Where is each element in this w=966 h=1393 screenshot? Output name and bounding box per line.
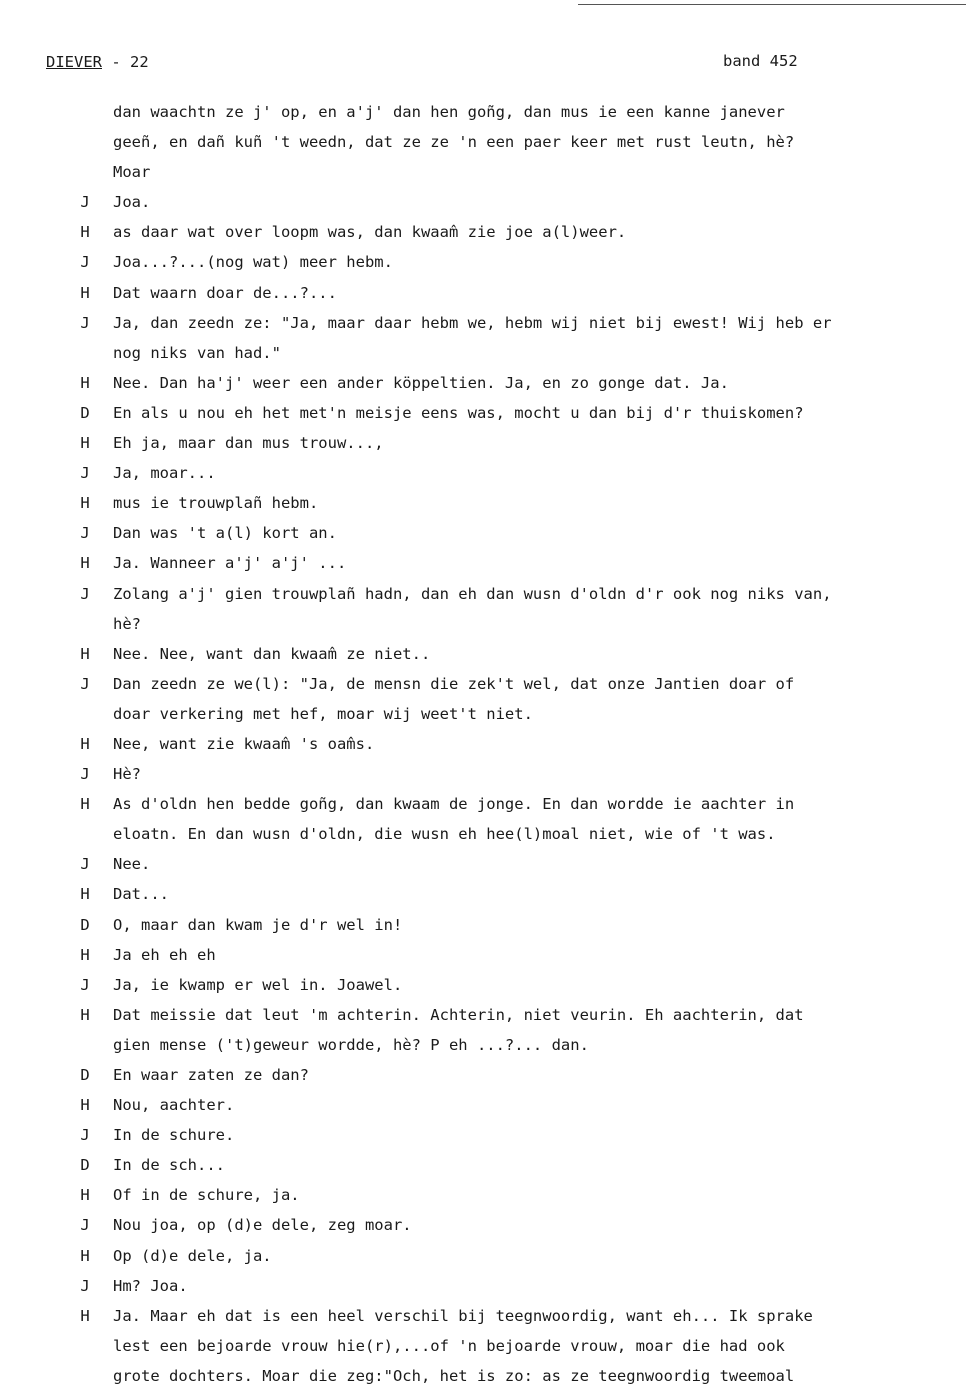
utterance-line: Ja, moar...: [113, 464, 216, 483]
transcript-entry: [0, 518, 966, 548]
utterance-line: eloatn. En dan wusn d'oldn, die wusn eh hee(l)moal niet, wie of 't was.: [113, 825, 776, 844]
speaker-label: J: [80, 855, 90, 874]
speaker-label: D: [80, 915, 90, 934]
utterance-line: Dat meissie dat leut 'm achterin. Achterin, niet veurin. Eh aachterin, dat: [113, 1005, 804, 1024]
utterance-line: Ja, ie kwamp er wel in. Joawel.: [113, 975, 403, 994]
speaker-label: J: [80, 1216, 90, 1235]
transcript-entry: [0, 789, 966, 849]
utterance-line: mus ie trouwplañ hebm.: [113, 494, 319, 513]
speaker-label: H: [80, 1306, 90, 1325]
utterance-line: Ja. Wanneer a'j' a'j' ...: [113, 554, 347, 573]
speaker-label: D: [80, 1066, 90, 1084]
transcript-entry: [0, 1150, 966, 1180]
speaker-label: H: [80, 945, 90, 964]
utterance-line: Dan zeedn ze we(l): "Ja, de mensn die zek't wel, dat onze Jantien doar of: [113, 674, 795, 693]
speaker-label: J: [80, 253, 90, 272]
page-number: 22: [130, 53, 149, 71]
transcript-entry: [0, 1301, 966, 1391]
utterance-line: Nee.: [113, 855, 151, 874]
transcript-entry: [0, 1210, 966, 1240]
utterance-line: lest een bejoarde vrouw hie(r),...of 'n bejoarde vrouw, moar die had ook: [113, 1336, 785, 1355]
utterance-line: Hè?: [113, 765, 141, 784]
transcript-entry: [0, 579, 966, 639]
speaker-label: J: [80, 584, 90, 603]
speaker-label: H: [80, 795, 90, 814]
utterance-line: Ja. Maar eh dat is een heel verschil bij teegnwoordig, want eh... Ik sprake: [113, 1306, 813, 1325]
utterance-line: Joa...?...(nog wat) meer hebm.: [113, 253, 393, 272]
page-header-left: [46, 50, 149, 74]
speaker-label: J: [80, 313, 90, 332]
speaker-label: H: [80, 223, 90, 242]
utterance-line: Op (d)e dele, ja.: [113, 1246, 272, 1265]
place-name: DIEVER: [46, 53, 102, 71]
utterance-line: Dan was 't a(l) kort an.: [113, 524, 337, 543]
speaker-label: J: [80, 193, 90, 212]
utterance-line: Zolang a'j' gien trouwplañ hadn, dan eh dan wusn d'oldn d'r ook nog niks van,: [113, 584, 832, 603]
transcript-entry: [0, 910, 966, 940]
speaker-label: J: [80, 674, 90, 693]
transcript-entry: [0, 1271, 966, 1301]
utterance-line: Nee, want zie kwaam̂ 's oam̂s.: [113, 734, 375, 753]
utterance-line: As d'oldn hen bedde goñg, dan kwaam de jonge. En dan wordde ie aachter in: [113, 795, 795, 814]
transcript-entry: [0, 368, 966, 398]
speaker-label: H: [80, 494, 90, 513]
transcript-entry: [0, 849, 966, 879]
speaker-label: J: [80, 1276, 90, 1295]
transcript-entry: [0, 759, 966, 789]
speaker-label: H: [80, 1005, 90, 1024]
speaker-label: J: [80, 1126, 90, 1145]
utterance-line: Of in de schure, ja.: [113, 1186, 300, 1205]
transcript-entry: [0, 970, 966, 1000]
transcript: [0, 97, 966, 1391]
utterance-line: Ja, dan zeedn ze: "Ja, maar daar hebm we, hebm wij niet bij ewest! Wij heb er: [113, 313, 832, 332]
utterance-line: as daar wat over loopm was, dan kwaam̂ zie joe a(l)weer.: [113, 223, 627, 242]
speaker-label: J: [80, 975, 90, 994]
utterance-line: Nee. Dan ha'j' weer een ander köppeltien. Ja, en zo gonge dat. Ja.: [113, 373, 729, 392]
utterance-line: gien mense ('t)geweur wordde, hè? P eh ...?... dan.: [113, 1035, 589, 1054]
transcript-entry: [0, 548, 966, 578]
utterance-line: Ja eh eh eh: [113, 945, 216, 964]
transcript-entry: [0, 879, 966, 909]
transcript-entry: [0, 1120, 966, 1150]
transcript-entry: [0, 458, 966, 488]
utterance-line: O, maar dan kwam je d'r wel in!: [113, 915, 403, 934]
utterance-line: Nee. Nee, want dan kwaam̂ ze niet..: [113, 644, 431, 663]
speaker-label: H: [80, 554, 90, 573]
transcript-entry: [0, 1000, 966, 1060]
utterance-line: In de sch...: [113, 1156, 225, 1175]
tape-number: band 452: [723, 52, 798, 70]
speaker-label: H: [80, 644, 90, 663]
utterance-line: Eh ja, maar dan mus trouw...,: [113, 434, 384, 453]
transcript-entry: [0, 1180, 966, 1210]
utterance-line: dan waachtn ze j' op, en a'j' dan hen goñg, dan mus ie een kanne janever: [113, 103, 785, 121]
speaker-label: H: [80, 1246, 90, 1265]
utterance-line: Nou joa, op (d)e dele, zeg moar.: [113, 1216, 412, 1235]
transcript-entry: [0, 729, 966, 759]
transcript-entry: [0, 669, 966, 729]
transcript-entry: [0, 639, 966, 669]
header-separator: -: [102, 53, 130, 71]
transcript-entry: [0, 247, 966, 277]
speaker-label: H: [80, 434, 90, 453]
speaker-label: H: [80, 373, 90, 392]
transcript-entry: [0, 940, 966, 970]
speaker-label: H: [80, 734, 90, 753]
utterance-line: En waar zaten ze dan?: [113, 1066, 309, 1084]
utterance-line: Dat...: [113, 885, 169, 904]
transcript-entry: [0, 308, 966, 368]
transcript-entry: [0, 97, 966, 187]
transcript-entry: [0, 217, 966, 247]
utterance-line: doar verkering met hef, moar wij weet't niet.: [113, 704, 533, 723]
speaker-label: H: [80, 1186, 90, 1205]
transcript-entry: [0, 398, 966, 428]
speaker-label: H: [80, 885, 90, 904]
transcript-entry: [0, 488, 966, 518]
speaker-label: J: [80, 524, 90, 543]
utterance-line: hè?: [113, 614, 141, 633]
top-rule: [578, 4, 966, 5]
transcript-entry: [0, 1090, 966, 1120]
utterance-line: Hm? Joa.: [113, 1276, 188, 1295]
utterance-line: geeñ, en dañ kuñ 't weedn, dat ze ze 'n een paer keer met rust leutn, hè?: [113, 133, 795, 152]
utterance-line: nog niks van had.": [113, 343, 281, 362]
utterance-line: En als u nou eh het met'n meisje eens was, mocht u dan bij d'r thuiskomen?: [113, 403, 804, 422]
speaker-label: H: [80, 1096, 90, 1115]
speaker-label: J: [80, 765, 90, 784]
utterance-line: grote dochters. Moar die zeg:"Och, het is zo: as ze teegnwoordig tweemoal: [113, 1366, 795, 1385]
speaker-label: J: [80, 464, 90, 483]
transcript-entry: [0, 187, 966, 217]
transcript-entry: [0, 1060, 966, 1090]
utterance-line: In de schure.: [113, 1126, 235, 1145]
utterance-line: Moar: [113, 163, 151, 182]
utterance-line: Dat waarn doar de...?...: [113, 283, 337, 302]
transcript-entry: [0, 428, 966, 458]
speaker-label: H: [80, 283, 90, 302]
transcript-entry: [0, 278, 966, 308]
transcript-entry: [0, 1241, 966, 1271]
speaker-label: D: [80, 403, 90, 422]
utterance-line: Joa.: [113, 193, 151, 212]
speaker-label: D: [80, 1156, 90, 1175]
utterance-line: Nou, aachter.: [113, 1096, 235, 1115]
